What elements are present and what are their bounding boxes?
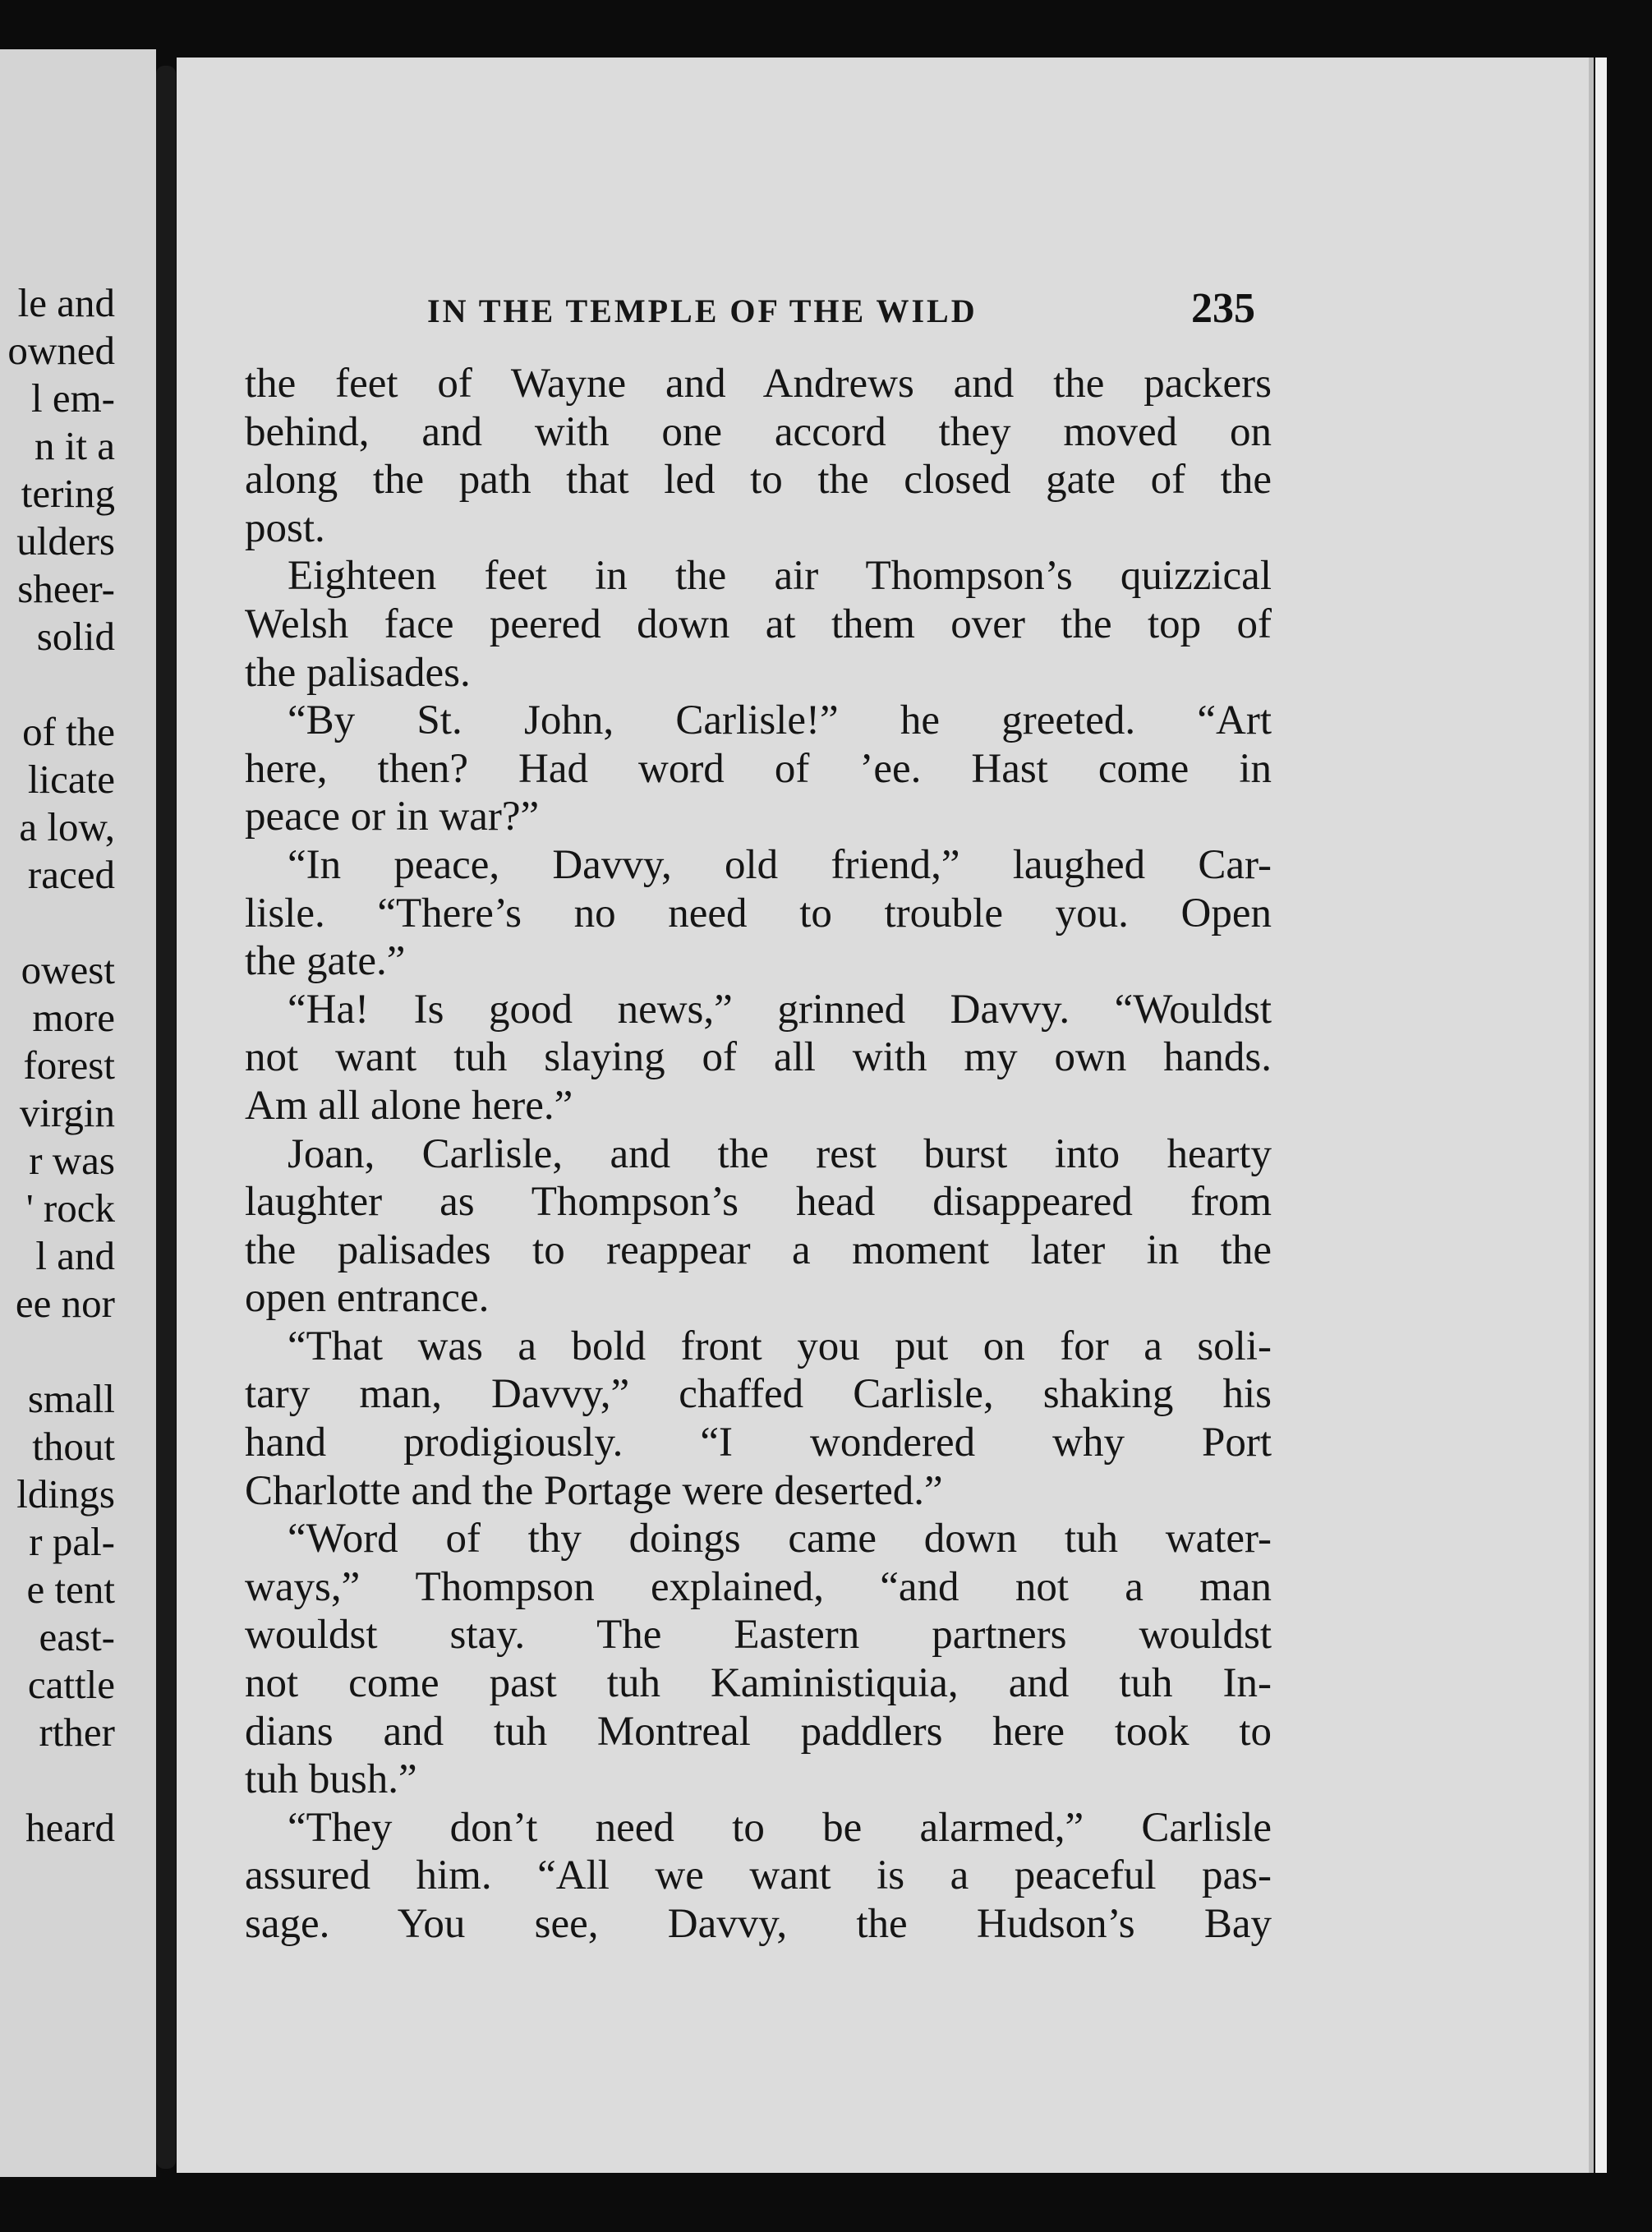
left-page-line-fragment: tering (21, 471, 115, 516)
text-line: “They don’t need to be alarmed,” Carlisle (288, 1804, 1272, 1851)
text-line: behind, and with one accord they moved on (245, 408, 1272, 455)
text-line: the gate.” (245, 938, 406, 985)
left-page-line-fragment: more (32, 995, 115, 1040)
left-page-line-fragment: thout (32, 1424, 115, 1469)
text-line: wouldst stay. The Eastern partners wouldst (245, 1612, 1272, 1659)
left-page-line-fragment: cattle (27, 1662, 115, 1707)
text-line: assured him. “All we want is a peaceful pas- (245, 1852, 1272, 1899)
text-line: Joan, Carlisle, and the rest burst into hearty (288, 1130, 1272, 1177)
page-number: 235 (1191, 285, 1255, 332)
text-line: post. (245, 504, 325, 551)
text-line: not want tuh slaying of all with my own hands. (245, 1034, 1272, 1081)
left-page-line-fragment: r was (29, 1138, 115, 1183)
text-line: Am all alone here.” (245, 1082, 573, 1129)
left-page-line-fragment: small (27, 1376, 115, 1421)
left-page-line-fragment: ldings (16, 1471, 115, 1516)
left-page-line-fragment: virgin (19, 1090, 115, 1135)
left-page-line-fragment: l em- (30, 375, 115, 421)
left-page-line-fragment: sheer- (17, 566, 115, 611)
left-page-line-fragment: east- (39, 1614, 115, 1659)
text-line: ways,” Thompson explained, “and not a man (245, 1563, 1272, 1610)
text-line: sage. You see, Davvy, the Hudson’s Bay (245, 1901, 1272, 1947)
text-line: Eighteen feet in the air Thompson’s quizzical (288, 553, 1272, 600)
left-page-line-fragment: ' rock (25, 1185, 115, 1231)
text-line: “That was a bold front you put on for a soli- (288, 1323, 1272, 1369)
left-page-line-fragment: owest (21, 947, 115, 992)
book-page (177, 58, 1594, 2173)
text-line: “In peace, Davvy, old friend,” laughed Car- (288, 841, 1272, 888)
left-page-line-fragment: of the (22, 709, 115, 754)
left-page-line-fragment: heard (25, 1805, 115, 1850)
text-line: the palisades to reappear a moment later in the (245, 1226, 1272, 1273)
left-page-line-fragment: n it a (35, 423, 115, 468)
text-line: laughter as Thompson’s head disappeared from (245, 1179, 1272, 1226)
left-page-line-fragment: le and (17, 280, 115, 325)
text-line: along the path that led to the closed gate of the (245, 457, 1272, 504)
text-line: Charlotte and the Portage were deserted.” (245, 1467, 943, 1514)
text-line: “By St. John, Carlisle!” he greeted. “Art (288, 697, 1272, 744)
left-page-line-fragment: e tent (26, 1567, 115, 1612)
left-page-line-fragment: l and (35, 1233, 115, 1278)
left-page-line-fragment: solid (36, 614, 115, 659)
text-line: open entrance. (245, 1275, 490, 1322)
text-line: not come past tuh Kaministiquia, and tuh In- (245, 1660, 1272, 1707)
page-edge (1595, 58, 1607, 2173)
body-text (245, 360, 1272, 1949)
left-page-line-fragment: r pal- (29, 1519, 115, 1564)
left-page-line-fragment: owned (7, 328, 115, 373)
text-line: “Ha! Is good news,” grinned Davvy. “Wouldst (288, 986, 1272, 1033)
text-line: the feet of Wayne and Andrews and the packers (245, 361, 1272, 407)
text-line: tary man, Davvy,” chaffed Carlisle, shaking his (245, 1371, 1272, 1418)
text-line: tuh bush.” (245, 1756, 417, 1803)
left-page-line-fragment: raced (27, 852, 115, 897)
book-gutter (156, 66, 176, 2169)
text-line: hand prodigiously. “I wondered why Port (245, 1420, 1272, 1466)
left-page-line-fragment: ee nor (15, 1281, 115, 1326)
text-line: Welsh face peered down at them over the top of (245, 601, 1272, 647)
text-line: dians and tuh Montreal paddlers here took to (245, 1708, 1272, 1755)
text-line: lisle. “There’s no need to trouble you. Open (245, 890, 1272, 937)
running-head: IN THE TEMPLE OF THE WILD (427, 292, 978, 329)
text-line: peace or in war?” (245, 794, 540, 840)
left-page-line-fragment: forest (23, 1042, 115, 1088)
left-page-line-fragment: a low, (19, 804, 115, 849)
left-page-fragment (0, 49, 156, 2177)
left-page-line-fragment: licate (27, 757, 115, 802)
text-line: here, then? Had word of ’ee. Hast come in (245, 745, 1272, 792)
left-page-line-fragment: rther (39, 1710, 115, 1755)
text-line: the palisades. (245, 649, 471, 696)
text-line: “Word of thy doings came down tuh water- (288, 1516, 1272, 1562)
left-page-line-fragment: ulders (16, 518, 115, 564)
